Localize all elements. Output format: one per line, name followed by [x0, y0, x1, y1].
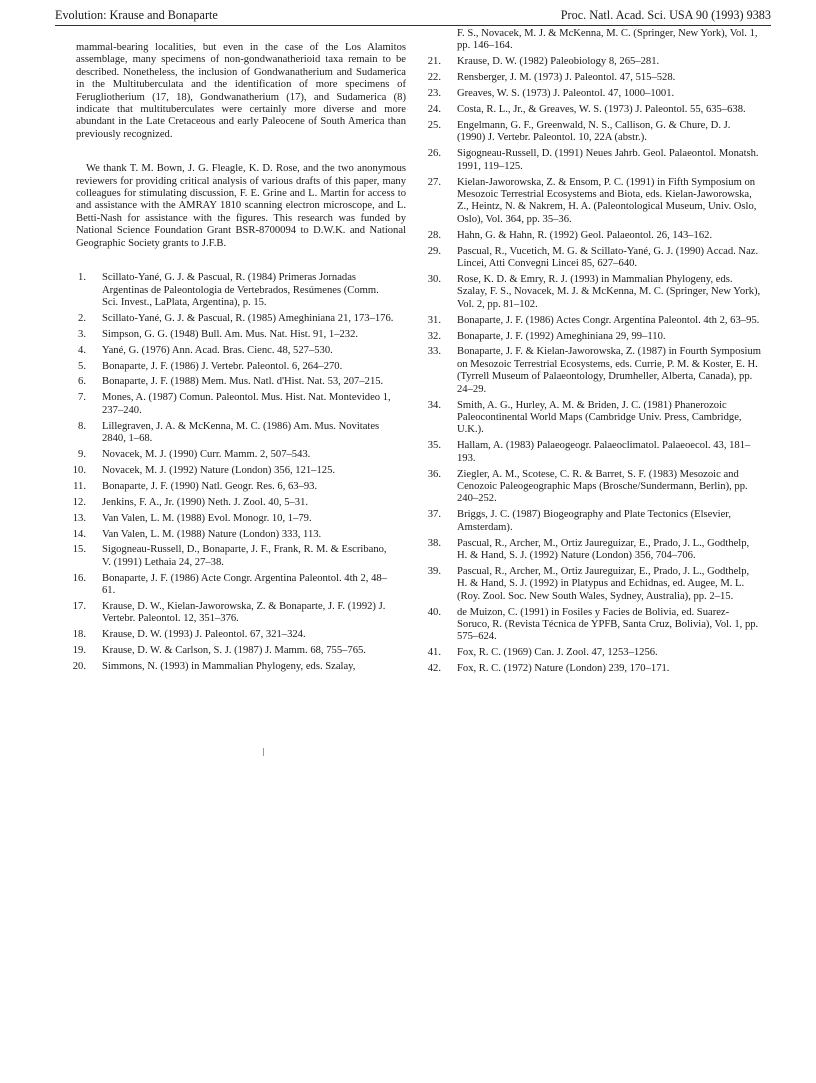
reference-item [427, 314, 771, 327]
reference-item [72, 629, 406, 641]
reference-number: 22. [427, 72, 441, 84]
reference-item [72, 528, 406, 541]
reference-item [427, 565, 771, 603]
reference-text: Simmons, N. (1993) in Mammalian Phylogeny, eds. Szalay, [102, 661, 356, 673]
reference-item [76, 329, 406, 341]
header-left: Evolution: Krause and Bonaparte [55, 8, 218, 22]
reference-list-left [72, 272, 406, 673]
reference-item [72, 601, 406, 626]
reference-number: 38. [427, 537, 441, 549]
reference-item [427, 72, 771, 84]
reference-number: 26. [427, 148, 441, 160]
reference-item [427, 509, 771, 534]
reference-item [427, 606, 771, 644]
reference-item [76, 449, 406, 461]
reference-number: 19. [72, 645, 86, 657]
reference-text: Sigogneau-Russell, D., Bonaparte, J. F., Frank, R. M. & Escribano, V. (1991) Lethaia 24, 27–38. [102, 544, 387, 568]
reference-item [427, 468, 771, 506]
reference-text: Mones, A. (1987) Comun. Paleontol. Mus. Hist. Nat. Montevideo 1, 237–240. [102, 392, 391, 416]
left-column [72, 42, 406, 677]
reference-text: Fox, R. C. (1969) Can. J. Zool. 47, 1253–1256. [457, 647, 658, 659]
reference-number: 32. [427, 330, 441, 342]
reference-number: 37. [427, 509, 441, 521]
reference-number: 25. [427, 119, 441, 131]
reference-text: Bonaparte, J. F. (1990) Natl. Geogr. Res. 6, 63–93. [102, 480, 318, 492]
reference-number: 35. [427, 440, 441, 452]
right-column [427, 28, 771, 679]
reference-item [427, 148, 771, 173]
reference-text: Pascual, R., Archer, M., Ortiz Jaureguizar, E., Prado, J. L., Godthelp, H. & Hand, S. J. (1992) in Platypus and Echidnas, ed. Augee, M. L. (Roy. Zool. Soc. New South Wales, Sydney, Australia), pp. 2–15. [457, 565, 750, 602]
reference-item [427, 229, 771, 242]
reference-number: 5. [78, 360, 86, 372]
header-rule [55, 25, 771, 26]
reference-number: 27. [427, 176, 441, 188]
reference-number: 8. [78, 420, 86, 432]
reference-number: 6. [78, 376, 86, 388]
reference-item [427, 104, 771, 116]
reference-number: 16. [72, 572, 86, 584]
reference-text: Costa, R. L., Jr., & Greaves, W. S. (1973) J. Paleontol. 55, 635–638. [457, 104, 746, 116]
reference-item [427, 176, 771, 227]
reference-text: Rose, K. D. & Emry, R. J. (1993) in Mammalian Phylogeny, eds. Szalay, F. S., Novacek, M. J. & McKenna, M. C. (Springer, New York), Vol. 2, pp. 81–102. [457, 273, 761, 310]
reference-item [427, 119, 771, 145]
reference-list-right [427, 56, 771, 675]
reference-number: 40. [427, 606, 441, 618]
reference-text: Bonaparte, J. F. (1986) Actes Congr. Argentina Paleontol. 4th 2, 63–95. [457, 314, 760, 326]
reference-number: 33. [427, 346, 441, 358]
reference-text: de Muizon, C. (1991) in Fosiles y Facies de Bolivia, ed. Suarez-Soruco, R. (Revista Técnica de YPFB, Santa Cruz, Bolivia), Vol. 1, pp. 575–624. [457, 606, 759, 643]
reference-text: Sigogneau-Russell, D. (1991) Neues Jahrb. Geol. Palaeontol. Monatsh. 1991, 119–125. [457, 148, 759, 172]
reference-number: 17. [72, 601, 86, 613]
reference-text: Scillato-Yané, G. J. & Pascual, R. (1985) Ameghiniana 21, 173–176. [102, 312, 394, 324]
reference-item [427, 273, 771, 311]
reference-text: Fox, R. C. (1972) Nature (London) 239, 170–171. [457, 663, 670, 675]
reference-text: Scillato-Yané, G. J. & Pascual, R. (1984) Primeras Jornadas Argentinas de Paleontologia de Vertebrados, Resúmenes (Comm. Sci. Invest., LaPlata, Argentina), p. 15. [102, 272, 379, 308]
reference-number: 28. [427, 229, 441, 241]
reference-item [76, 272, 406, 309]
reference-number: 41. [427, 647, 441, 659]
reference-item [427, 647, 771, 659]
reference-text: Kielan-Jaworowska, Z. & Ensom, P. C. (1991) in Fifth Symposium on Mesozoic Terrestrial Ecosystems and Biota, eds. Kielan-Jaworowska, Z., Heintz, N. & Nakrem, H. A. (Paleontological Museum, Univ. Oslo, Oslo), Vol. 364, pp. 35–36. [457, 176, 757, 225]
reference-number: 18. [72, 629, 86, 641]
reference-item [72, 464, 406, 477]
acknowledgment-paragraph: We thank T. M. Bown, J. G. Fleagle, K. D. Rose, and the two anonymous reviewers for providing critical analysis of various drafts of this paper, many colleagues for stimulating discussion, F. E. Grine and L. Martin for access to and assistance with the AMRAY 1810 scanning electron microscope, and L. Betti-Nash for assistance with the figures. This research was funded by National Science Foundation Grant BSR-8700094 to D.W.K. and National Geographic Society grants to J.F.B. [76, 163, 406, 249]
reference-number: 36. [427, 468, 441, 480]
reference-item [427, 56, 771, 68]
reference-number: 31. [427, 314, 441, 326]
reference-number: 11. [73, 480, 86, 492]
header-right: Proc. Natl. Acad. Sci. USA 90 (1993) 9383 [560, 8, 771, 22]
page-mark [263, 748, 264, 756]
reference-text: Yané, G. (1976) Ann. Acad. Bras. Cienc. 48, 527–530. [102, 344, 333, 356]
reference-item [76, 345, 406, 357]
reference-text: Bonaparte, J. F. (1992) Ameghiniana 29, 99–110. [457, 330, 666, 342]
reference-text: Simpson, G. G. (1948) Bull. Am. Mus. Nat. Hist. 91, 1–232. [102, 328, 359, 340]
reference-number: 42. [427, 663, 441, 675]
reference-number: 30. [427, 273, 441, 285]
reference-text: Hallam, A. (1983) Palaeogeogr. Palaeoclimatol. Palaeoecol. 43, 181–193. [457, 440, 751, 464]
reference-text: Hahn, G. & Hahn, R. (1992) Geol. Palaeontol. 26, 143–162. [457, 229, 713, 241]
reference-item [76, 376, 406, 388]
reference-text: Smith, A. G., Hurley, A. M. & Briden, J. C. (1981) Phanerozoic Paleocontinental World Maps (Cambridge Univ. Press, Cambridge, U.K.). [457, 399, 742, 436]
reference-number: 34. [427, 399, 441, 411]
reference-text: Pascual, R., Archer, M., Ortiz Jaureguizar, E., Prado, J. L., Godthelp, H. & Hand, S. J. (1992) Nature (London) 356, 704–706. [457, 537, 750, 562]
reference-item [427, 245, 771, 271]
reference-text: Novacek, M. J. (1990) Curr. Mamm. 2, 507–543. [102, 448, 311, 460]
body-paragraph: mammal-bearing localities, but even in the case of the Los Alamitos assemblage, many specimens of non-gondwanatherioid taxa remain to be described. Nonetheless, the inclusion of Gondwanatherium and Sudamerica in the Multituberculata and the identification of more specimens of Ferugliotherium (17, 18), Gondwanatherium (17), and Sudamerica (8) indicate that multituberculates were certainly more diverse and more abundant in the Late Cretaceous and early Paleocene of South America than previously recognized. [76, 42, 406, 140]
reference-item [76, 421, 406, 446]
reference-text: Briggs, J. C. (1987) Biogeography and Plate Tectonics (Elsevier, Amsterdam). [457, 509, 732, 533]
reference-text: Bonaparte, J. F. (1986) J. Vertebr. Paleontol. 6, 264–270. [102, 360, 343, 372]
reference-item [72, 661, 406, 673]
reference-item [427, 330, 771, 343]
reference-item [427, 537, 771, 563]
reference-item [72, 645, 406, 657]
reference-text: Jenkins, F. A., Jr. (1990) Neth. J. Zool. 40, 5–31. [102, 496, 309, 508]
reference-item [76, 361, 406, 373]
reference-text: Krause, D. W. (1982) Paleobiology 8, 265–281. [457, 56, 660, 68]
reference-number: 9. [78, 448, 86, 460]
reference-number: 13. [72, 512, 86, 524]
reference-number: 20. [72, 661, 86, 673]
reference-item [72, 572, 406, 598]
reference-text: Lillegraven, J. A. & McKenna, M. C. (1986) Am. Mus. Novitates 2840, 1–68. [102, 420, 380, 445]
reference-text: Greaves, W. S. (1973) J. Paleontol. 47, 1000–1001. [457, 88, 675, 100]
reference-number: 10. [72, 464, 86, 476]
reference-number: 12. [72, 496, 86, 508]
reference-number: 15. [72, 544, 86, 556]
reference-item [72, 512, 406, 525]
reference-text: Pascual, R., Vucetich, M. G. & Scillato-Yané, G. J. (1990) Accad. Naz. Lincei, Atti Convegni Lincei 85, 627–640. [457, 245, 759, 269]
reference-item [427, 88, 771, 100]
reference-number: 39. [427, 565, 441, 577]
running-header [55, 6, 771, 26]
reference-text: Engelmann, G. F., Greenwald, N. S., Callison, G. & Chure, D. J. (1990) J. Vertebr. Paleontol. 10, 22A (abstr.). [457, 119, 731, 144]
reference-item [427, 440, 771, 465]
reference-text: Ziegler, A. M., Scotese, C. R. & Barret, S. F. (1983) Mesozoic and Cenozoic Paleogeographic Maps (Brosche/Sundermann, Berlin), pp. 240–252. [457, 468, 748, 505]
reference-number: 21. [427, 56, 441, 68]
reference-number: 14. [72, 528, 86, 540]
reference-text: Bonaparte, J. F. (1986) Acte Congr. Argentina Paleontol. 4th 2, 48–61. [102, 572, 387, 597]
reference-number: 4. [78, 344, 86, 356]
reference-text: Krause, D. W., Kielan-Jaworowska, Z. & Bonaparte, J. F. (1992) J. Vertebr. Paleontol. 12, 351–376. [102, 601, 386, 625]
reference-item [427, 663, 771, 675]
reference-item [73, 480, 406, 493]
reference-number: 2. [78, 312, 86, 324]
reference-20-continued: F. S., Novacek, M. J. & McKenna, M. C. (Springer, New York), Vol. 1, pp. 146–164. [457, 28, 758, 52]
reference-number: 24. [427, 104, 441, 116]
reference-number: 29. [427, 245, 441, 257]
reference-item [72, 544, 406, 569]
reference-text: Van Valen, L. M. (1988) Nature (London) 333, 113. [102, 528, 322, 540]
reference-text: Krause, D. W. & Carlson, S. J. (1987) J. Mamm. 68, 755–765. [102, 645, 366, 657]
reference-item [72, 496, 406, 509]
reference-item [427, 346, 771, 396]
reference-text: Krause, D. W. (1993) J. Paleontol. 67, 321–324. [102, 629, 306, 641]
reference-text: Rensberger, J. M. (1973) J. Paleontol. 47, 515–528. [457, 72, 676, 84]
reference-text: Bonaparte, J. F. & Kielan-Jaworowska, Z. (1987) in Fourth Symposium on Mesozoic Terrestrial Ecosystems, eds. Currie, P. M. & Koster, E. H. (Tyrrell Museum of Palaeontology, Drumheller, Alberta, Canada), pp. 24–29. [457, 346, 761, 395]
reference-text: Bonaparte, J. F. (1988) Mem. Mus. Natl. d'Hist. Nat. 53, 207–215. [102, 376, 384, 388]
reference-number: 1. [78, 272, 86, 284]
reference-text: Van Valen, L. M. (1988) Evol. Monogr. 10, 1–79. [102, 512, 312, 524]
reference-number: 23. [427, 88, 441, 100]
reference-item [427, 399, 771, 437]
reference-item [76, 392, 406, 417]
reference-item [76, 313, 406, 325]
reference-number: 7. [78, 392, 86, 404]
reference-text: Novacek, M. J. (1992) Nature (London) 356, 121–125. [102, 464, 336, 476]
reference-number: 3. [78, 328, 86, 340]
